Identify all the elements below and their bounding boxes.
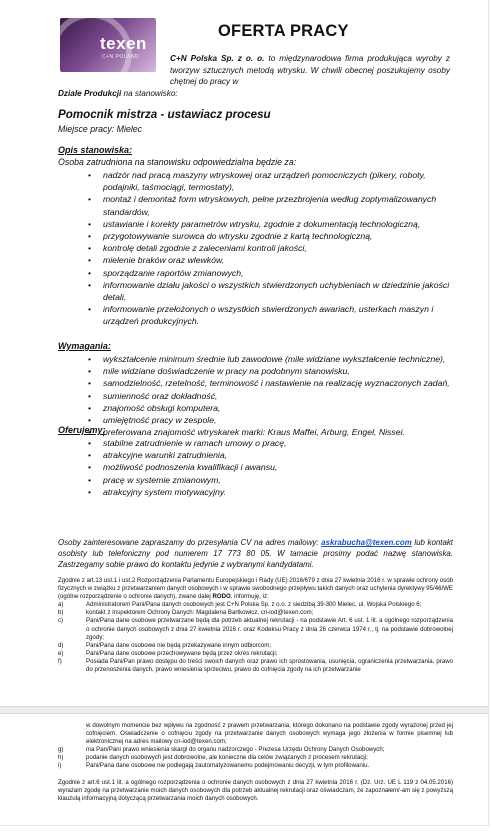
intro-text-1: to międzynarodowa firma produkująca wyroby z tworzyw sztucznych metodą wtrysku. W chwili obecnej poszukujemy osoby chętnej do pracy w: [170, 54, 451, 86]
contact-paragraph: [58, 537, 453, 570]
rodo-item: [58, 609, 453, 617]
description-lead: Osoba zatrudniona na stanowisku odpowiedzialna będzie za:: [58, 157, 297, 167]
description-item: • informowanie przełożonych o wszystkich stwierdzonych awariach, usterkach maszyn i urządzeń produkcyjnych.: [88, 303, 453, 327]
rodo-item-letter: d): [58, 641, 64, 649]
description-item: • nadzór nad pracą maszyny wtryskowej oraz urządzeń pomocniczych (pikery, roboty, podajniki, taśmociągi, termostaty),: [88, 169, 453, 193]
rodo-intro-text: Zgodnie z art.13 ust.1 i ust.2 Rozporządzenia Parlamentu Europejskiego i Rady (UE) 2016/679 z dnia 27 kwietnia 2016 r. w sprawie ochrony osób fizycznych w związku z przetwarzaniem danych osobowych i w sprawie swobodnego przepływu takich danych oraz uchylenia dyrektywy 95/46/WE (ogólne rozporządzenie o ochronie danych), zwane dalej: [58, 577, 453, 601]
rodo-item-text: Pani/Pana dane osobowe przetwarzane będą dla potrzeb aktualnej rekrutacji - na podstawie Art. 6 ust. 1 lit. a ogólnego rozporządzenia o ochronie danych osobowych z dnia 27 kwietnia 2016 r. oraz Kodeksu Pracy z dnia 26 czerwca 1974 r., tj. na podstawie dobrowolnej zgody;: [86, 617, 453, 641]
offer-item: • pracę w systemie zmianowym,: [88, 474, 453, 486]
rodo-item-text: Pani/Pana dane osobowe nie podlegają zautomatyzowanemu podejmowaniu decyzji, w tym profilowaniu.: [86, 762, 370, 770]
rodo-item-text: ma Pan/Pani prawo wniesienia skargi do organu nadzorczego - Prezesa Urzędu Ochrony Danych Osobowych;: [86, 746, 385, 754]
rodo-intro-end: , informuję, iż:: [230, 593, 269, 601]
page-title: OFERTA PRACY: [218, 22, 349, 40]
offer-item: • atrakcyjne warunki zatrudnienia,: [88, 449, 453, 461]
contact-text-2: lub kontakt osobisty lub telefoniczny pod numerem 17 773 80 05. W tamacie prosimy podać nazwę stanowiska. Zastrzegamy sobie prawo do kontaktu jedynie z wybranymi kandydatami.: [58, 538, 454, 569]
rodo-clause-continued: [58, 722, 453, 803]
rodo-item-letter: i): [58, 762, 62, 770]
requirement-item: • mile widziane doświadczenie w pracy na podobnym stanowisku,: [88, 365, 453, 377]
requirement-item: • wykształcenie minimum średnie lub zawodowe (mile widziane wykształcenie techniczne),: [88, 353, 453, 365]
requirement-item: • samodzielność, rzetelność, terminowość i nastawienie na realizację wyznaczonych zadań,: [88, 377, 453, 389]
logo-brand: texen: [100, 34, 147, 53]
rodo-item: [58, 762, 453, 770]
rodo-item: [58, 617, 453, 641]
description-item: • ustawianie i korekty parametrów wtrysku, zgodnie z dokumentacją technologiczną,: [88, 218, 453, 230]
logo-subtitle: C+N POLAND: [102, 54, 140, 60]
intro-paragraph: [58, 53, 450, 99]
description-item: • informowanie działu jakości o wszystkich stwierdzonych uchybieniach w dziedzinie jakości detali,: [88, 279, 453, 303]
work-location: Miejsce pracy: Mielec: [58, 124, 143, 134]
description-item: • przygotowywanie surowca do wtrysku zgodnie z kartą technologiczną,: [88, 230, 453, 242]
requirements-list: [88, 353, 453, 438]
rodo-item: [58, 746, 453, 754]
requirement-item: • umiejętność pracy w zespole,: [88, 414, 453, 426]
rodo-continuation: w dowolnym momencie bez wpływu na zgodność z prawem przetwarzania, którego dokonano na podstawie zgody wyrażonej przed jej cofnięciem. Oświadczenie o cofnięciu zgody na przetwarzanie danych osobowych wymaga jego złożenia w formie pisemnej lub elektronicznej na adres mailowy cn-iod@texen.com;: [86, 722, 453, 746]
rodo-item-text: Administratorem Pani/Pana danych osobowych jest C+N Polska Sp. z o.o. z siedzibą 39-300 Mielec, ul. Wojska Polskiego 6;: [86, 601, 422, 609]
job-title: Pomocnik mistrza - ustawiacz procesu: [58, 108, 271, 121]
rodo-item-text: Pani/Pana dane osobowe nie będą przekazywane innym odbiorcom;: [86, 641, 271, 649]
rodo-item: [58, 642, 453, 650]
offer-item: • stabilne zatrudnienie w ramach umowy o pracę,: [88, 437, 453, 449]
rodo-item-text: podanie danych osobowych jest dobrowolne, ale konieczne dla celów związanych z procesem rekrutacji;: [86, 754, 368, 762]
rodo-list: [58, 601, 453, 674]
rodo-list-continued: [58, 746, 453, 770]
rodo-item-letter: a): [58, 601, 64, 609]
rodo-item-letter: g): [58, 746, 64, 754]
requirement-item: • sumienność oraz dokładność,: [88, 390, 453, 402]
rodo-item-letter: c): [58, 617, 64, 625]
requirement-item: • znajomość obsługi komputera,: [88, 402, 453, 414]
rodo-intro: [58, 577, 453, 601]
offer-list: [88, 437, 453, 498]
page-separator: [0, 706, 488, 714]
rodo-abbrev: RODO: [212, 593, 231, 601]
description-item: • kontrolę detali zgodnie z zaleceniami kontroli jakości,: [88, 242, 453, 254]
offer-item: • możliwość podnoszenia kwalifikacji i awansu,: [88, 461, 453, 473]
rodo-item-letter: e): [58, 649, 64, 657]
requirement-item: • preferowana znajomość wtryskarek marki: Kraus Maffei, Arburg, Engel, Nissei.: [88, 426, 453, 438]
description-list: [88, 169, 453, 328]
rodo-item-letter: h): [58, 754, 64, 762]
rodo-clause: [58, 577, 453, 674]
rodo-item-text: kontakt z Inspektorem Ochrony Danych: Magdalena Bartkowicz, cn-iod@texen.com;: [86, 609, 314, 617]
rodo-item: [58, 601, 453, 609]
rodo-item-text: Pani/Pana dane osobowe przechowywane będą przez okres rekrutacji;: [86, 649, 278, 657]
intro-text-2: na stanowisko:: [121, 88, 178, 98]
description-item: • mielenie braków oraz wlewków,: [88, 254, 453, 266]
offer-item: • atrakcyjny system motywacyjny.: [88, 486, 453, 498]
company-name: C+N Polska Sp. z o. o.: [170, 54, 265, 63]
description-item: • sporządzanie raportów zmianowych,: [88, 267, 453, 279]
description-item: • montaż i demontaż form wtryskowych, pełne przezbrojenia według zoptymalizowanych standardów,: [88, 193, 453, 217]
rodo-item: [58, 658, 453, 674]
section-heading-offer: Oferujemy:: [58, 425, 106, 435]
rodo-item-letter: f): [58, 657, 62, 665]
contact-text-1: Osoby zainteresowane zapraszamy do przesyłania CV na adres mailowy:: [58, 538, 322, 547]
rodo-item: [58, 650, 453, 658]
rodo-consent: Zgodnie z art.6 ust.1 lit. a ogólnego rozporządzenia o ochronie danych osobowych z dnia 27 kwietnia 2016 r. (Dz. Urz. UE L 119 z 04.05.2016) wyrażam zgodę na przetwarzanie moich danych osobowych dla potrzeb aktualnej rekrutacji oraz oświadczam, że zapoznałem/-am się z powyższą klauzulą informacyjną dotyczącą przetwarzania moich danych osobowych.: [58, 778, 453, 802]
rodo-item: [58, 754, 453, 762]
contact-email-link[interactable]: askrabucha@texen.com: [321, 538, 412, 547]
department-name: Dziale Produkcji: [58, 88, 122, 98]
section-heading-description: Opis stanowiska:: [58, 145, 133, 155]
section-heading-requirements: Wymagania:: [58, 341, 111, 351]
rodo-item-letter: b): [58, 609, 64, 617]
rodo-item-text: Posiada Pani/Pan prawo dostępu do treści swoich danych oraz prawo ich sprostowania, usunięcia, ograniczenia przetwarzania, prawo do przenoszenia danych, prawo wniesienia sprzeciwu, prawo do cofnięcia zgody na ich przetwarzanie: [86, 657, 453, 674]
